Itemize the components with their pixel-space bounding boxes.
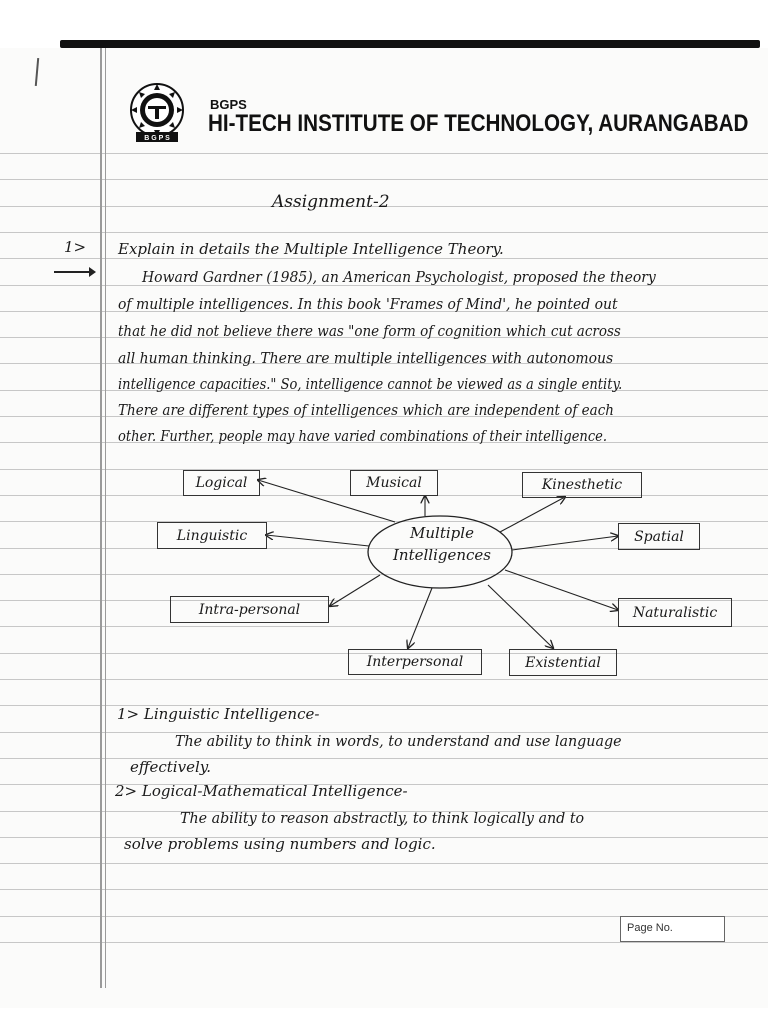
- margin-line-left: [100, 48, 102, 988]
- question-text: Explain in details the Multiple Intelligence Theory.: [118, 240, 504, 258]
- section-2-heading: 2> Logical-Mathematical Intelligence-: [115, 782, 408, 800]
- node-interpersonal: Interpersonal: [348, 649, 482, 675]
- section-1-line-1: The ability to think in words, to understand and use language: [175, 732, 622, 750]
- answer-line-3: that he did not believe there was "one form of cognition which cut across: [118, 322, 621, 340]
- section-1-line-2: effectively.: [130, 758, 212, 776]
- org-abbrev: BGPS: [210, 97, 247, 112]
- ruled-line: [0, 258, 768, 259]
- institute-logo: [118, 82, 196, 146]
- page-number-box: Page No.: [620, 916, 725, 942]
- ruled-line: [0, 758, 768, 759]
- ruled-line: [0, 232, 768, 233]
- node-linguistic: Linguistic: [157, 522, 267, 549]
- institute-name: HI-TECH INSTITUTE OF TECHNOLOGY, AURANGABAD: [208, 110, 749, 137]
- center-node: [372, 522, 512, 566]
- ruled-line: [0, 863, 768, 864]
- section-2-line-2: solve problems using numbers and logic.: [124, 835, 436, 853]
- page-top-edge: [60, 40, 760, 48]
- answer-line-5: intelligence capacities." So, intelligence cannot be viewed as a single entity.: [118, 375, 623, 393]
- node-intrapersonal: Intra-personal: [170, 596, 329, 623]
- section-1-heading: 1> Linguistic Intelligence-: [117, 705, 320, 723]
- node-spatial: Spatial: [618, 523, 700, 550]
- svg-text:B G P S: B G P S: [144, 135, 170, 142]
- node-logical: Logical: [183, 470, 260, 496]
- ruled-line: [0, 574, 768, 575]
- node-musical: Musical: [350, 470, 438, 496]
- node-naturalistic: Naturalistic: [618, 598, 732, 627]
- arrow-mark-icon: [54, 271, 94, 273]
- ruled-line: [0, 153, 768, 154]
- ruled-line: [0, 705, 768, 706]
- ruled-line: [0, 942, 768, 943]
- node-existential: Existential: [509, 649, 617, 676]
- node-kinesthetic: Kinesthetic: [522, 472, 642, 498]
- ruled-line: [0, 889, 768, 890]
- section-2-line-1: The ability to reason abstractly, to think logically and to: [180, 809, 585, 827]
- answer-line-1: Howard Gardner (1985), an American Psychologist, proposed the theory: [142, 268, 656, 286]
- ruled-line: [0, 179, 768, 180]
- margin-line-right: [105, 48, 106, 988]
- answer-line-6: There are different types of intelligences which are independent of each: [118, 401, 614, 419]
- answer-line-7: other. Further, people may have varied combinations of their intelligence.: [118, 427, 608, 445]
- assignment-title: Assignment-2: [272, 192, 390, 212]
- answer-line-2: of multiple intelligences. In this book 'Frames of Mind', he pointed out: [118, 295, 618, 313]
- center-line-2: Intelligences: [393, 546, 491, 564]
- question-number: 1>: [64, 238, 87, 256]
- answer-line-4: all human thinking. There are multiple intelligences with autonomous: [118, 349, 614, 367]
- center-line-1: Multiple: [410, 524, 474, 542]
- ruled-line: [0, 679, 768, 680]
